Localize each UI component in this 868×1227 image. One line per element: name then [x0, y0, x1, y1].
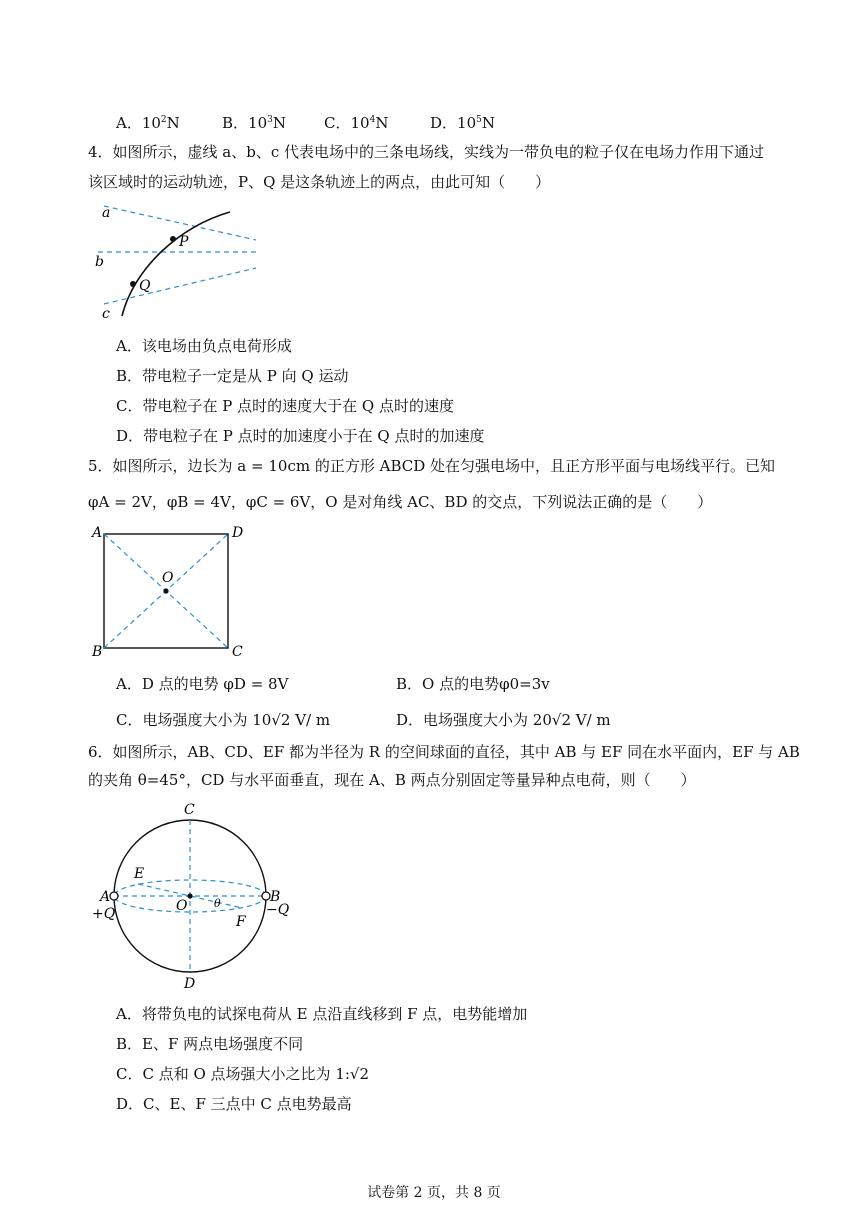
- q5-stem-line1: 5．如图所示，边长为 a = 10cm 的正方形 ABCD 处在匀强电场中，且正方形平面与电场线平行。已知: [88, 457, 776, 475]
- label-p: P: [179, 234, 189, 250]
- q5-option-b: B．O 点的电势φ0=3v: [396, 675, 550, 693]
- q4-option-d: D．带电粒子在 P 点时的加速度小于在 Q 点时的加速度: [116, 427, 485, 445]
- label-b: b: [95, 254, 104, 270]
- label-c: c: [102, 306, 110, 322]
- charge-b: [262, 892, 270, 900]
- q5-option-a: A．D 点的电势 φD = 8V: [116, 675, 289, 693]
- q3-option-c: C．$10^4N$: [324, 114, 389, 132]
- q6-option-b: B．E、F 两点电场强度不同: [116, 1035, 304, 1053]
- point-o: [163, 588, 168, 593]
- q5-option-d: D．电场强度大小为 20√2 V/ m: [396, 711, 611, 729]
- q3-option-d: D．$10^5N$: [430, 114, 495, 132]
- label-d: D: [232, 525, 244, 541]
- q5-option-c: C．电场强度大小为 10√2 V/ m: [116, 711, 331, 729]
- q4-option-a: A．该电场由负点电荷形成: [116, 337, 292, 355]
- q5-figure: [88, 520, 252, 662]
- label-a: A: [100, 889, 111, 905]
- label-d: D: [184, 976, 196, 992]
- q6-stem-line1: 6．如图所示，AB、CD、EF 都为半径为 R 的空间球面的直径，其中 AB 与 EF 同在水平面内，EF 与 AB: [88, 743, 800, 761]
- q3-option-a: A．$10^2N$: [116, 114, 180, 132]
- label-b: B: [270, 889, 281, 905]
- q6-figure: [86, 798, 302, 994]
- q4-figure: [90, 198, 270, 324]
- label-c: C: [232, 644, 243, 660]
- label-f: F: [236, 914, 246, 930]
- label-e: E: [134, 866, 145, 882]
- q6-stem-line2: 的夹角 θ=45°，CD 与水平面垂直，现在 A、B 两点分别固定等量异种点电荷，则（ ）: [88, 771, 696, 789]
- label-minus-q: −Q: [266, 902, 290, 918]
- q6-option-d: D．C、E、F 三点中 C 点电势最高: [116, 1095, 352, 1113]
- page-footer: 试卷第 2 页，共 8 页: [367, 1185, 501, 1201]
- point-q: [130, 281, 136, 287]
- point-p: [170, 236, 176, 242]
- q6-option-c: C．C 点和 O 点场强大小之比为 1:√2: [116, 1065, 370, 1083]
- label-plus-q: +Q: [92, 906, 116, 922]
- label-c: C: [184, 802, 195, 818]
- label-o: O: [176, 898, 188, 914]
- label-a: A: [92, 525, 103, 541]
- point-o: [187, 893, 192, 898]
- label-b: B: [92, 644, 103, 660]
- q4-stem-line1: 4．如图所示，虚线 a、b、c 代表电场中的三条电场线，实线为一带负电的粒子仅在电场力作用下通过: [88, 143, 765, 161]
- charge-a: [110, 892, 118, 900]
- field-line-c: [104, 268, 256, 304]
- label-o: O: [162, 570, 174, 586]
- label-a: a: [102, 205, 111, 221]
- label-theta: θ: [214, 897, 221, 910]
- q4-option-c: C．带电粒子在 P 点时的速度大于在 Q 点时的速度: [116, 397, 454, 415]
- q5-stem-line2: φA = 2V，φB = 4V，φC = 6V，O 是对角线 AC、BD 的交点，下列说法正确的是（ ）: [88, 493, 713, 511]
- q4-stem-line2: 该区域时的运动轨迹，P、Q 是这条轨迹上的两点，由此可知（ ）: [88, 173, 551, 191]
- q3-option-b: B．$10^3N$: [222, 114, 286, 132]
- q6-option-a: A．将带负电的试探电荷从 E 点沿直线移到 F 点，电势能增加: [116, 1005, 528, 1023]
- trajectory: [122, 212, 230, 316]
- label-q: Q: [139, 278, 151, 294]
- q4-option-b: B．带电粒子一定是从 P 向 Q 运动: [116, 367, 349, 385]
